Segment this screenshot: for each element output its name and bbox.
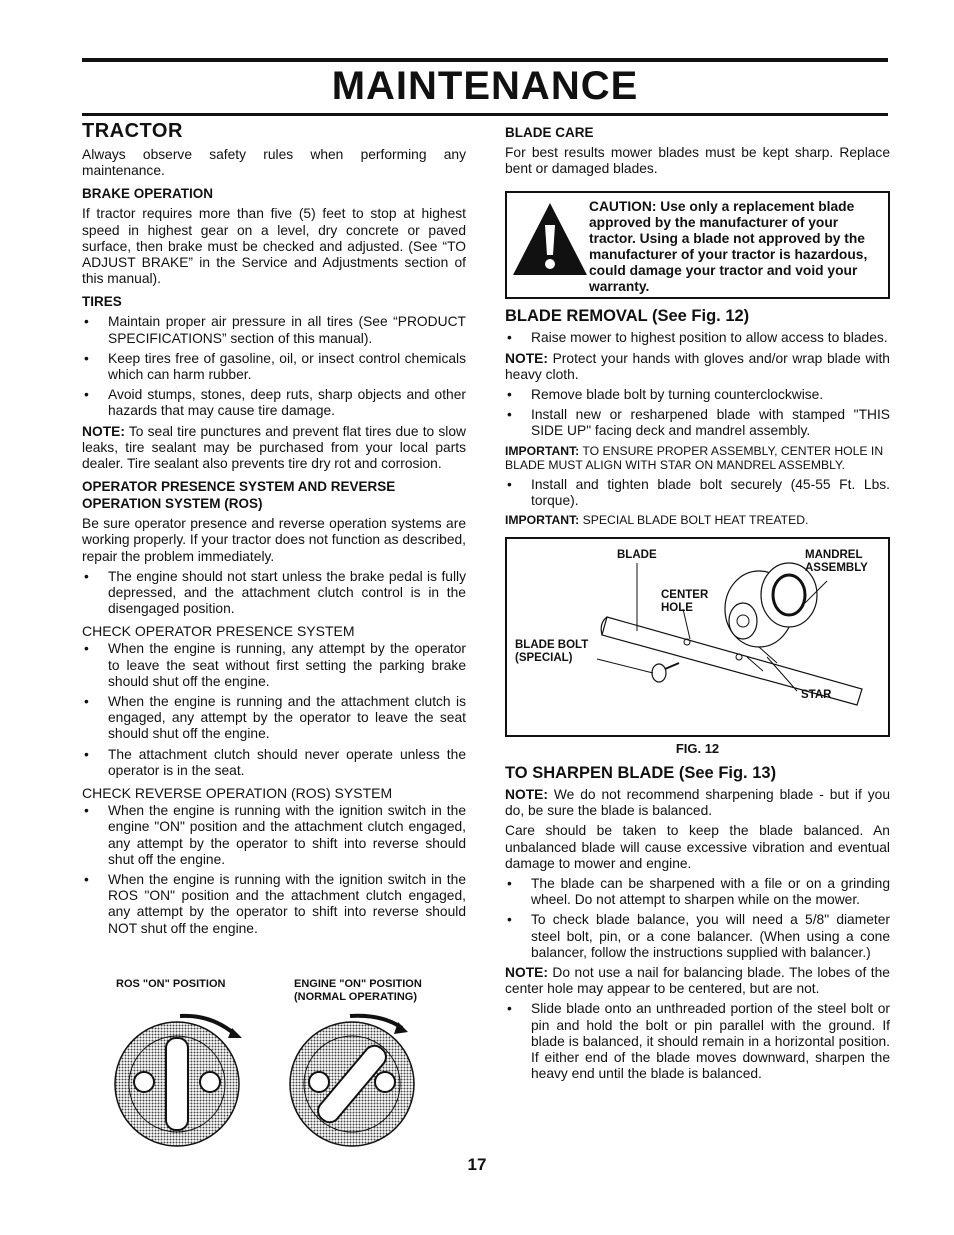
fig-label-assembly: ASSEMBLY [805, 562, 868, 575]
warning-triangle-icon [511, 201, 589, 277]
note-text: Protect your hands with gloves and/or wrap blade with heavy cloth. [505, 350, 890, 382]
list-item: • When the engine is running with the ignition switch in the engine "ON" position and the attachment clutch engaged, any attempt by the operator to shift into reverse should shut off the engine. [82, 803, 466, 868]
list-item: • Maintain proper air pressure in all tires (See “PRODUCT SPECIFICATIONS” section of this manual). [82, 314, 466, 346]
note-text: Do not use a nail for balancing blade. The lobes of the center hole may appear to be centered, but are not. [505, 965, 890, 997]
list-item: • The blade can be sharpened with a file or on a grinding wheel. Do not attempt to sharpen while on the mower. [505, 876, 890, 908]
important-text: TO ENSURE PROPER ASSEMBLY, CENTER HOLE IN BLADE MUST ALIGN WITH STAR ON MANDREL ASSEMBLY. [505, 443, 884, 472]
fig-label-center: CENTER [661, 589, 709, 602]
blade-bolt [652, 663, 679, 682]
list-item: • Install new or resharpened blade with stamped "THIS SIDE UP" facing deck and mandrel assembly. [505, 407, 890, 439]
tractor-heading: TRACTOR [82, 120, 183, 142]
left-column [82, 120, 466, 941]
note-text: To seal tire punctures and prevent flat tires due to slow leaks, tire sealant may be purchased from your local parts dealer. Tire sealant also prevents tire dry rot and corrosion. [82, 423, 466, 472]
sharpen-list [505, 876, 890, 961]
ros-position-label: ROS "ON" POSITION [116, 978, 226, 990]
check-ros-heading: CHECK REVERSE OPERATION (ROS) SYSTEM [82, 785, 393, 802]
sharpen-heading: TO SHARPEN BLADE (See Fig. 13) [505, 764, 777, 783]
removal-list-3 [505, 477, 890, 509]
blade-removal-heading: BLADE REMOVAL (See Fig. 12) [505, 307, 750, 326]
sharpen-text: Care should be taken to keep the blade balanced. An unbalanced blade will cause excessive vibration and eventual damage to mower and engine. [505, 823, 890, 871]
ops-list [82, 569, 466, 618]
right-column [505, 120, 890, 1086]
list-item: • The attachment clutch should never operate unless the operator is in the seat. [82, 747, 466, 779]
balance-note [505, 965, 890, 997]
fig-label-blade-bolt: BLADE BOLT [515, 639, 589, 652]
list-item: • Raise mower to highest position to allow access to blades. [505, 330, 890, 346]
list-item: • The engine should not start unless the brake pedal is fully depressed, and the attachment clutch control is in the disengaged position. [82, 569, 466, 618]
title-rule [82, 113, 888, 116]
figure-12-box [505, 537, 890, 737]
blade-care-heading: BLADE CARE [505, 125, 594, 140]
important-note-1 [505, 444, 890, 472]
removal-list-2 [505, 387, 890, 440]
brake-heading: BRAKE OPERATION [82, 186, 214, 202]
tires-heading: TIRES [82, 294, 122, 310]
tires-note [82, 424, 466, 473]
figure-12-caption: FIG. 12 [675, 741, 720, 757]
fig-label-mandrel: MANDREL [805, 549, 863, 562]
note-label: NOTE: [505, 350, 548, 366]
normal-operating-label: (NORMAL OPERATING) [294, 991, 418, 1003]
list-item: • Install and tighten blade bolt securely (45-55 Ft. Lbs. torque). [505, 477, 890, 509]
brake-text: If tractor requires more than five (5) feet to stop at highest speed in highest gear on a level, dry concrete or paved surface, then brake must be checked and adjusted. (See “TO ADJUST BRAKE” in the Service and Adjustments section of this manual). [82, 206, 466, 287]
list-item: • Remove blade bolt by turning counterclockwise. [505, 387, 890, 403]
important-note-2 [505, 513, 890, 527]
ops-heading: OPERATOR PRESENCE SYSTEM AND REVERSE OPERATION SYSTEM (ROS) [82, 479, 396, 512]
fig-label-blade: BLADE [617, 549, 657, 562]
important-text: SPECIAL BLADE BOLT HEAT TREATED. [582, 513, 809, 528]
fig-label-star: STAR [801, 689, 832, 702]
list-item: • When the engine is running and the attachment clutch is engaged, any attempt by the operator to leave the seat should shut off the engine. [82, 694, 466, 743]
ops-text: Be sure operator presence and reverse operation systems are working properly. If your tractor does not function as described, repair the problem immediately. [82, 516, 466, 564]
engine-switch-dial [290, 1016, 414, 1146]
caution-box [505, 191, 890, 299]
important-label: IMPORTANT: [505, 443, 580, 458]
note-label: NOTE: [505, 965, 548, 981]
note-text: We do not recommend sharpening blade - but if you do, be sure the blade is balanced. [505, 787, 890, 819]
page-number: 17 [467, 1155, 487, 1174]
list-item: • To check blade balance, you will need a 5/8" diameter steel bolt, pin, or a cone balancer. (When using a cone balancer, follow the instructions supplied with balancer.) [505, 912, 890, 961]
engine-position-label: ENGINE "ON" POSITION [294, 978, 422, 990]
fig-label-hole: HOLE [661, 602, 693, 615]
note-label: NOTE: [82, 423, 125, 439]
balance-list [505, 1001, 890, 1082]
check-ops-heading: CHECK OPERATOR PRESENCE SYSTEM [82, 623, 355, 640]
removal-note [505, 351, 890, 383]
removal-list-1 [505, 330, 890, 346]
blade-care-text: For best results mower blades must be kept sharp. Replace bent or damaged blades. [505, 145, 890, 177]
list-item: • Keep tires free of gasoline, oil, or insect control chemicals which can harm rubber. [82, 351, 466, 383]
list-item: • When the engine is running, any attempt by the operator to leave the seat without first setting the parking brake should shut off the engine. [82, 641, 466, 690]
sharpen-note [505, 787, 890, 819]
tires-list [82, 314, 466, 419]
important-label: IMPORTANT: [505, 513, 580, 528]
page-title: MAINTENANCE [331, 64, 639, 108]
check-ros-list [82, 803, 466, 937]
list-item: • Avoid stumps, stones, deep ruts, sharp objects and other hazards that may cause tire damage. [82, 387, 466, 419]
check-ops-list [82, 641, 466, 779]
note-label: NOTE: [505, 787, 548, 803]
fig-label-special: (SPECIAL) [515, 652, 573, 665]
caution-text: CAUTION: Use only a replacement blade approved by the manufacturer of your tractor. Using a blade not approved by the manufacturer of your tractor is hazardous, could damage your tractor and void your warranty. [589, 199, 868, 295]
ignition-switch-figure [82, 976, 466, 1156]
list-item: • Slide blade onto an unthreaded portion of the steel bolt or pin and hold the bolt or pin parallel with the ground. If blade is balanced, it should remain in a horizontal position. If either end of the blade moves downward, sharpen the heavy end until the blade is balanced. [505, 1001, 890, 1082]
ros-switch-dial [115, 1016, 242, 1146]
list-item: • When the engine is running with the ignition switch in the ROS "ON" position and the attachment clutch engaged, any attempt by the operator to shift into reverse should NOT shut off the engine. [82, 872, 466, 937]
tractor-intro: Always observe safety rules when performing any maintenance. [82, 147, 466, 179]
